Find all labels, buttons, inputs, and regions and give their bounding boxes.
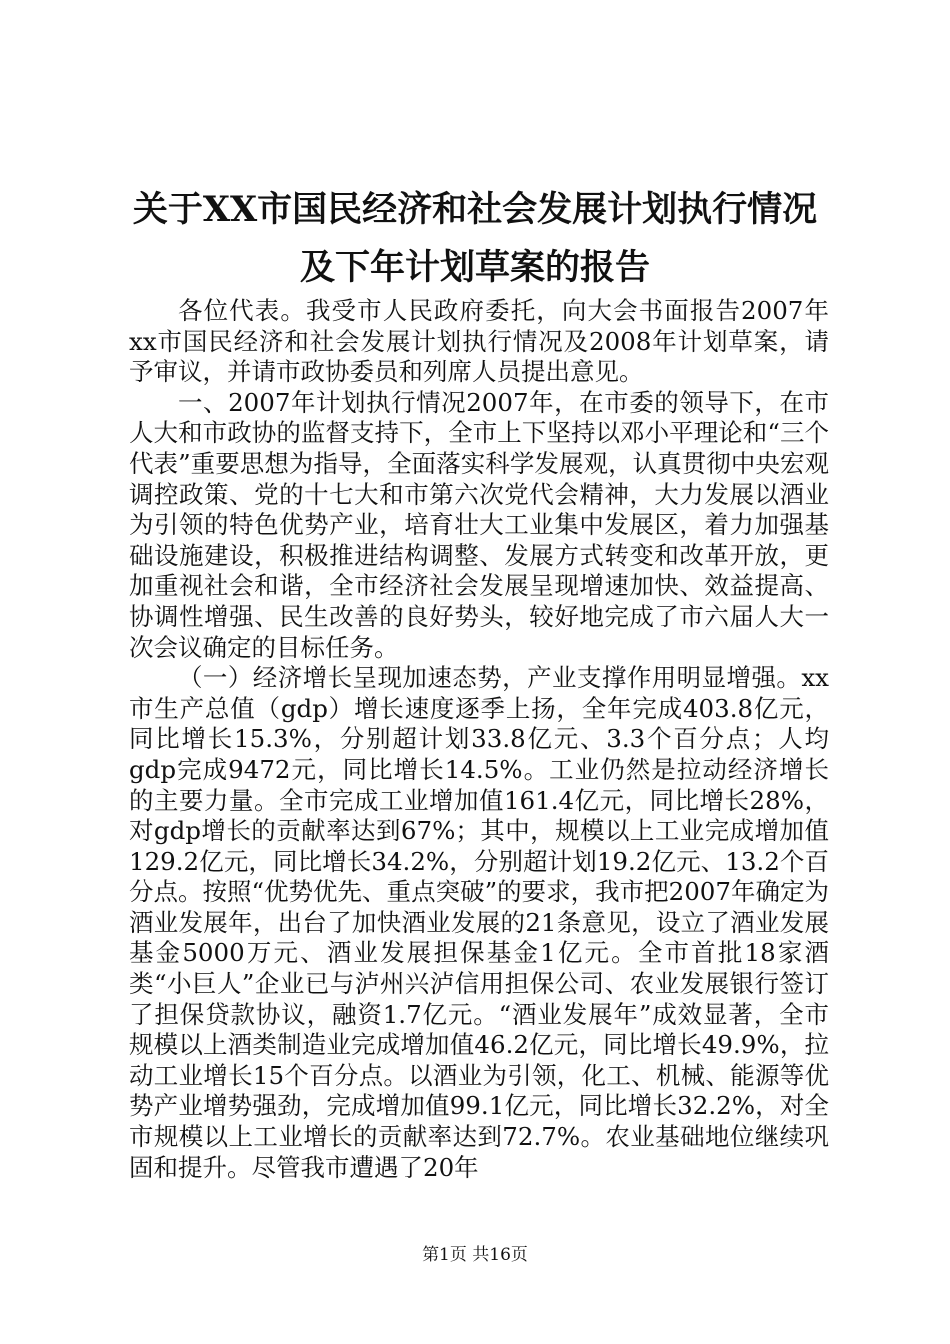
page-footer: 第1页 共16页 bbox=[422, 1245, 528, 1265]
paragraph-section-one: 一、2007年计划执行情况2007年，在市委的领导下，在市人大和市政协的监督支持下，全市上下坚持以邓小平理论和“三个代表”重要思想为指导，全面落实科学发展观，认真贯彻中央宏观调控政策、党的十七大和市第六次党代会精神，大力发展以酒业为引领的特色优势产业，培育壮大工业集中发展区，着力加强基础设施建设，积极推进结构调整、发展方式转变和改革开放，更加重视社会和谐，全市经济社会发展呈现增速加快、效益提高、协调性增强、民生改善的良好势头，较好地完成了市六届人大一次会议确定的目标任务。 bbox=[129, 387, 829, 662]
paragraph-greeting: 各位代表。我受市人民政府委托，向大会书面报告2007年xx市国民经济和社会发展计划执行情况及2008年计划草案，请予审议，并请市政协委员和列席人员提出意见。 bbox=[129, 296, 829, 387]
paragraph-economic-growth: （一）经济增长呈现加速态势，产业支撑作用明显增强。xx市生产总值（gdp）增长速度逐季上扬，全年完成403.8亿元，同比增长15.3%，分别超计划33.8亿元、3.3个百分点；人均gdp完成9472元，同比增长14.5%。工业仍然是拉动经济增长的主要力量。全市完成工业增加值161.4亿元，同比增长28%，对gdp增长的贡献率达到67%；其中，规模以上工业完成增加值129.2亿元，同比增长34.2%，分别超计划19.2亿元、13.2个百分点。按照“优势优先、重点突破”的要求，我市把2007年确定为酒业发展年，出台了加快酒业发展的21条意见，设立了酒业发展基金5000万元、酒业发展担保基金1亿元。全市首批18家酒类“小巨人”企业已与泸州兴泸信用担保公司、农业发展银行签订了担保贷款协议，融资1.7亿元。“酒业发展年”成效显著，全市规模以上酒类制造业完成增加值46.2亿元，同比增长49.9%，拉动工业增长15个百分点。以酒业为引领，化工、机械、能源等优势产业增势强劲，完成增加值99.1亿元，同比增长32.2%，对全市规模以上工业增长的贡献率达到72.7%。农业基础地位继续巩固和提升。尽管我市遭遇了20年 bbox=[129, 663, 829, 1182]
document-title-line-1: 关于XX市国民经济和社会发展计划执行情况 bbox=[132, 189, 818, 230]
document-body bbox=[129, 296, 829, 1183]
document-title-line-2: 及下年计划草案的报告 bbox=[299, 247, 650, 288]
